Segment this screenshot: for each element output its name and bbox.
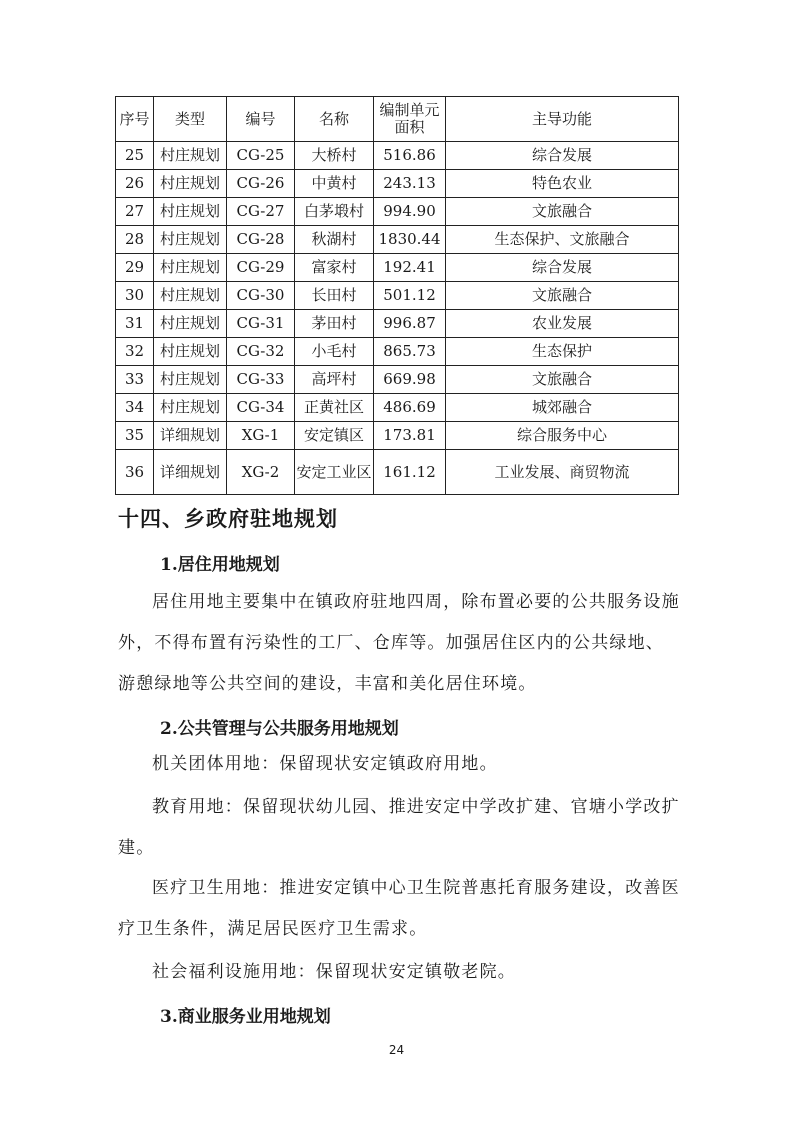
cell-type: 村庄规划 [154, 310, 227, 338]
cell-code: CG-31 [227, 310, 295, 338]
paragraph-residential [118, 582, 680, 705]
page-number: 24 [388, 1043, 405, 1057]
table-row [116, 310, 679, 338]
cell-type: 详细规划 [154, 422, 227, 450]
cell-type: 村庄规划 [154, 282, 227, 310]
paragraph-text: 机关团体用地：保留现状安定镇政府用地。 [152, 754, 498, 774]
cell-name: 秋湖村 [295, 226, 374, 254]
cell-type: 村庄规划 [154, 338, 227, 366]
paragraph-text: 社会福利设施用地：保留现状安定镇敬老院。 [152, 962, 516, 982]
cell-name: 小毛村 [295, 338, 374, 366]
table-row [116, 142, 679, 170]
table-row [116, 198, 679, 226]
subsection-title-commercial: 3.商业服务业用地规划 [160, 1007, 331, 1027]
cell-name: 正黄社区 [295, 394, 374, 422]
cell-code: XG-2 [227, 450, 295, 495]
cell-area: 173.81 [374, 422, 446, 450]
cell-name: 富家村 [295, 254, 374, 282]
cell-type: 详细规划 [154, 450, 227, 495]
paragraph-welfare [118, 952, 680, 993]
header-function: 主导功能 [446, 97, 679, 142]
cell-index: 30 [116, 282, 154, 310]
section-title: 十四、乡政府驻地规划 [118, 506, 338, 531]
cell-code: CG-25 [227, 142, 295, 170]
subsection-title-residential: 1.居住用地规划 [160, 555, 280, 575]
cell-index: 33 [116, 366, 154, 394]
cell-index: 29 [116, 254, 154, 282]
cell-name: 白茅塅村 [295, 198, 374, 226]
paragraph-text: 医疗卫生用地：推进安定镇中心卫生院普惠托育服务建设，改善医疗卫生条件，满足居民医疗卫生需求。 [118, 878, 680, 939]
header-type: 类型 [154, 97, 227, 142]
cell-function: 文旅融合 [446, 282, 679, 310]
cell-index: 28 [116, 226, 154, 254]
cell-function: 生态保护、文旅融合 [446, 226, 679, 254]
cell-area: 192.41 [374, 254, 446, 282]
table-row [116, 282, 679, 310]
cell-code: CG-29 [227, 254, 295, 282]
cell-index: 35 [116, 422, 154, 450]
cell-type: 村庄规划 [154, 198, 227, 226]
table-row [116, 450, 679, 495]
table-row [116, 394, 679, 422]
cell-code: XG-1 [227, 422, 295, 450]
cell-name: 中黄村 [295, 170, 374, 198]
cell-area: 486.69 [374, 394, 446, 422]
cell-function: 综合发展 [446, 142, 679, 170]
cell-function: 农业发展 [446, 310, 679, 338]
cell-code: CG-32 [227, 338, 295, 366]
cell-type: 村庄规划 [154, 226, 227, 254]
table-row [116, 254, 679, 282]
table-row [116, 170, 679, 198]
cell-code: CG-26 [227, 170, 295, 198]
cell-name: 安定镇区 [295, 422, 374, 450]
cell-type: 村庄规划 [154, 394, 227, 422]
cell-code: CG-28 [227, 226, 295, 254]
cell-function: 生态保护 [446, 338, 679, 366]
cell-type: 村庄规划 [154, 254, 227, 282]
paragraph-government [118, 744, 680, 785]
cell-index: 26 [116, 170, 154, 198]
cell-type: 村庄规划 [154, 142, 227, 170]
table-row [116, 338, 679, 366]
cell-name: 长田村 [295, 282, 374, 310]
paragraph-text: 教育用地：保留现状幼儿园、推进安定中学改扩建、官塘小学改扩建。 [118, 797, 680, 858]
cell-index: 34 [116, 394, 154, 422]
cell-index: 36 [116, 450, 154, 495]
cell-index: 25 [116, 142, 154, 170]
cell-area: 161.12 [374, 450, 446, 495]
cell-area: 501.12 [374, 282, 446, 310]
cell-function: 文旅融合 [446, 366, 679, 394]
subsection-title-public-service: 2.公共管理与公共服务用地规划 [160, 719, 399, 739]
cell-function: 特色农业 [446, 170, 679, 198]
cell-area: 996.87 [374, 310, 446, 338]
paragraph-medical [118, 868, 680, 950]
cell-name: 茅田村 [295, 310, 374, 338]
cell-index: 31 [116, 310, 154, 338]
table-header-row [116, 97, 679, 142]
header-index: 序号 [116, 97, 154, 142]
cell-type: 村庄规划 [154, 366, 227, 394]
cell-code: CG-33 [227, 366, 295, 394]
cell-code: CG-27 [227, 198, 295, 226]
paragraph-education [118, 787, 680, 869]
cell-function: 工业发展、商贸物流 [446, 450, 679, 495]
cell-code: CG-34 [227, 394, 295, 422]
header-name: 名称 [295, 97, 374, 142]
cell-index: 32 [116, 338, 154, 366]
cell-area: 669.98 [374, 366, 446, 394]
cell-area: 865.73 [374, 338, 446, 366]
cell-area: 1830.44 [374, 226, 446, 254]
table-row [116, 422, 679, 450]
paragraph-text: 居住用地主要集中在镇政府驻地四周，除布置必要的公共服务设施外，不得布置有污染性的工厂、仓库等。加强居住区内的公共绿地、游憩绿地等公共空间的建设，丰富和美化居住环境。 [118, 592, 680, 694]
cell-area: 994.90 [374, 198, 446, 226]
cell-area: 516.86 [374, 142, 446, 170]
cell-index: 27 [116, 198, 154, 226]
cell-function: 综合发展 [446, 254, 679, 282]
cell-function: 综合服务中心 [446, 422, 679, 450]
cell-function: 文旅融合 [446, 198, 679, 226]
cell-area: 243.13 [374, 170, 446, 198]
cell-function: 城郊融合 [446, 394, 679, 422]
cell-name: 大桥村 [295, 142, 374, 170]
table-row [116, 226, 679, 254]
cell-code: CG-30 [227, 282, 295, 310]
cell-type: 村庄规划 [154, 170, 227, 198]
table-row [116, 366, 679, 394]
cell-name: 安定工业区 [295, 450, 374, 495]
planning-units-table [115, 96, 679, 495]
header-code: 编号 [227, 97, 295, 142]
header-area: 编制单元面积 [374, 97, 446, 142]
cell-name: 高坪村 [295, 366, 374, 394]
